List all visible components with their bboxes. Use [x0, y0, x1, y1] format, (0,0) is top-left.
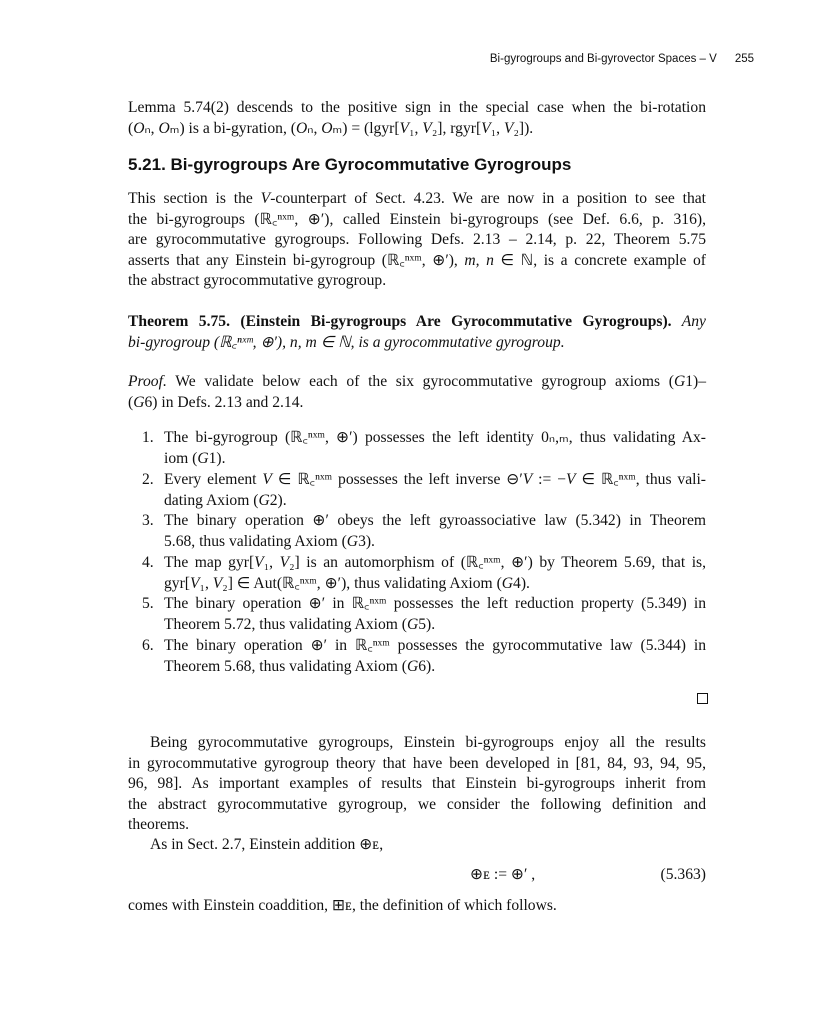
- axiom-list-item: [128, 553, 706, 594]
- text-run: V: [566, 471, 576, 488]
- text-run: are gyrocommutative gyrogroups. Following Defs. 2.13 – 2.14, p. 22, Theorem 5.75: [128, 231, 706, 249]
- text-run: asserts that any Einstein bi-gyrogroup (ℝ꜀ⁿˣᵐ, ⊕′),: [128, 251, 465, 269]
- theorem-statement: [128, 312, 706, 353]
- text-run: V: [262, 471, 272, 488]
- item-body: [164, 511, 706, 552]
- text-run: O: [158, 119, 170, 137]
- axiom-list-item: [128, 636, 706, 677]
- item-number: 4.: [142, 554, 154, 571]
- running-header: [490, 53, 754, 65]
- item-number: 6.: [142, 637, 154, 654]
- text-run: V: [399, 119, 410, 137]
- item-number: 3.: [142, 512, 154, 529]
- text-line: [128, 393, 706, 414]
- text-line: [164, 615, 706, 636]
- text-run: We validate below each of the six gyrocommutative gyrogroup axioms (: [166, 373, 674, 390]
- page-number: 255: [734, 53, 754, 65]
- text-line: [164, 636, 706, 657]
- text-run: V: [422, 119, 432, 137]
- text-run: 4).: [513, 574, 530, 592]
- text-line: [164, 553, 706, 574]
- item-number: 5.: [142, 595, 154, 612]
- item-body: [164, 428, 706, 469]
- text-run: ₙ,: [307, 119, 322, 137]
- text-line: [164, 594, 706, 615]
- text-run: Theorem 5.75. (Einstein Bi-gyrogroups Are Gyrocommutative Gyrogroups).: [128, 313, 672, 330]
- item-body: [164, 636, 706, 677]
- text-run: As in Sect. 2.7, Einstein addition ⊕ᴇ,: [150, 836, 384, 853]
- text-run: ∈ ℝ꜀ⁿˣᵐ, thus vali-: [575, 471, 707, 488]
- text-line: [164, 657, 706, 678]
- text-run: O: [295, 119, 308, 137]
- text-run: 6).: [418, 657, 436, 675]
- text-run: ₂] is an automorphism of (ℝ꜀ⁿˣᵐ, ⊕′) by Theorem 5.69, that is,: [289, 554, 706, 571]
- text-run: V: [260, 190, 271, 207]
- text-run: ₁,: [490, 119, 504, 137]
- paragraph-results: [128, 733, 706, 836]
- axiom-list-item: [128, 470, 706, 511]
- text-run: the abstract gyrocommutative gyrogroup, we consider the following definition and: [128, 795, 706, 813]
- text-line: [128, 795, 706, 816]
- text-line: [164, 511, 706, 532]
- text-run: := −: [532, 471, 567, 488]
- text-run: 96, 98]. As important examples of results that Einstein bi-gyrogroups inherit from: [128, 775, 706, 793]
- text-run: The binary operation ⊕′ in ℝ꜀ⁿˣᵐ possesses the left reduction property (5.349) in: [164, 595, 706, 612]
- section-heading: 5.21. Bi-gyrogroups Are Gyrocommutative Gyrogroups: [128, 155, 572, 174]
- text-run: G: [406, 615, 419, 633]
- text-run: m, n: [464, 251, 494, 269]
- text-run: V: [522, 471, 533, 488]
- axiom-list-item: [128, 594, 706, 635]
- text-run: 5.68, thus validating Axiom (: [164, 532, 347, 550]
- text-run: 1).: [208, 449, 226, 467]
- text-run: Any: [671, 313, 706, 330]
- text-line: [128, 835, 706, 856]
- text-run: G: [133, 393, 145, 411]
- text-line: [128, 815, 706, 836]
- paragraph-lemma-remark: [128, 98, 706, 139]
- text-run: G: [673, 373, 686, 390]
- text-run: in gyrocommutative gyrogroup theory that have been developed in [81, 84, 93, 94, 95,: [128, 754, 706, 772]
- text-run: dating Axiom (: [164, 491, 259, 509]
- text-run: Being gyrocommutative gyrogroups, Einstein bi-gyrogroups enjoy all the results: [150, 734, 706, 751]
- text-run: V: [212, 574, 223, 592]
- text-run: theorems.: [128, 816, 190, 834]
- text-run: G: [346, 532, 359, 550]
- text-line: [128, 251, 706, 272]
- text-line: [164, 532, 706, 553]
- text-line: [128, 774, 706, 795]
- text-run: V: [254, 554, 264, 571]
- text-run: ₘ) = (lgyr[: [332, 119, 400, 137]
- text-run: This section is the: [128, 190, 261, 207]
- text-run: bi-gyrogroup (ℝ꜀ⁿˣᵐ, ⊕′), n, m ∈ ℕ, is a gyrocommutative gyrogroup.: [128, 333, 565, 351]
- text-run: ∈ ℝ꜀ⁿˣᵐ possesses the left inverse ⊖′: [271, 471, 523, 488]
- item-body: [164, 553, 706, 594]
- text-run: ₂], rgyr[: [431, 119, 482, 137]
- text-run: Lemma 5.74(2) descends to the positive sign in the special case when the bi-rotation: [128, 99, 706, 116]
- text-line: [164, 574, 706, 595]
- text-line: [128, 733, 706, 754]
- text-run: G: [197, 449, 209, 467]
- text-line: [128, 98, 706, 119]
- text-line: [128, 271, 706, 292]
- item-body: [164, 470, 706, 511]
- equation-number: (5.363): [660, 866, 706, 883]
- text-run: The map gyr[: [164, 554, 255, 571]
- axiom-list-item: [128, 428, 706, 469]
- text-line: [164, 449, 706, 470]
- text-run: the bi-gyrogroups (ℝ꜀ⁿˣᵐ, ⊕′), called Einstein bi-gyrogroups (see Def. 6.6, p. 316),: [128, 210, 706, 228]
- proof-intro: [128, 372, 706, 413]
- text-run: O: [321, 119, 333, 137]
- text-run: The binary operation ⊕′ obeys the left gyroassociative law (5.342) in Theorem: [164, 512, 706, 529]
- qed-square-icon: [697, 693, 708, 704]
- text-run: (: [128, 393, 134, 411]
- text-line: [128, 896, 706, 917]
- text-run: Every element: [164, 471, 263, 488]
- text-run: ₂]).: [513, 119, 534, 137]
- paragraph-coaddition: [128, 896, 706, 917]
- text-run: G: [501, 574, 514, 592]
- text-run: ₁,: [409, 119, 423, 137]
- text-run: G: [406, 657, 419, 675]
- text-line: [128, 189, 706, 210]
- text-run: (: [128, 119, 134, 137]
- paragraph-einstein-addition: [128, 835, 706, 856]
- running-title: Bi-gyrogroups and Bi-gyrovector Spaces – V: [489, 53, 717, 65]
- text-run: ₙ,: [144, 119, 159, 137]
- text-run: O: [133, 119, 145, 137]
- text-run: V: [503, 119, 514, 137]
- text-run: 6) in Defs. 2.13 and 2.14.: [144, 393, 304, 411]
- text-run: 2).: [269, 491, 287, 509]
- text-run: V: [279, 554, 290, 571]
- item-number: 2.: [142, 471, 154, 488]
- text-line: [164, 491, 706, 512]
- text-run: Proof.: [128, 373, 167, 390]
- text-line: [164, 470, 706, 491]
- text-line: [128, 230, 706, 251]
- text-line: [128, 119, 706, 140]
- text-run: V: [189, 574, 200, 592]
- text-run: 1)–: [685, 373, 706, 390]
- text-run: gyr[: [164, 574, 190, 592]
- text-line: [128, 210, 706, 231]
- text-line: [128, 372, 706, 393]
- text-run: ₘ) is a bi-gyration, (: [169, 119, 296, 137]
- text-run: Theorem 5.68, thus validating Axiom (: [164, 657, 407, 675]
- text-run: The bi-gyrogroup (ℝ꜀ⁿˣᵐ, ⊕′) possesses the left identity 0ₙ,ₘ, thus validating Ax-: [164, 429, 706, 446]
- text-line: [128, 312, 706, 333]
- text-run: ₁,: [199, 574, 213, 592]
- text-run: ₂] ∈ Aut(ℝ꜀ⁿˣᵐ, ⊕′), thus validating Axiom (: [222, 574, 502, 592]
- text-run: Theorem 5.72, thus validating Axiom (: [164, 615, 407, 633]
- text-line: [128, 333, 706, 354]
- paragraph-intro: [128, 189, 706, 292]
- text-run: V: [481, 119, 491, 137]
- text-run: ∈ ℕ, is a concrete example of: [493, 251, 706, 269]
- item-number: 1.: [142, 429, 154, 446]
- text-line: [164, 428, 706, 449]
- equation-formula: ⊕ᴇ := ⊕′ ,: [470, 866, 536, 883]
- text-run: 5).: [418, 615, 436, 633]
- text-run: The binary operation ⊕′ in ℝ꜀ⁿˣᵐ possesses the gyrocommutative law (5.344) in: [164, 637, 706, 654]
- text-run: G: [258, 491, 270, 509]
- axiom-list-item: [128, 511, 706, 552]
- text-line: [128, 754, 706, 775]
- text-run: iom (: [164, 449, 198, 467]
- text-run: -counterpart of Sect. 4.23. We are now in a position to see that: [270, 190, 706, 207]
- text-run: 3).: [358, 532, 375, 550]
- item-body: [164, 594, 706, 635]
- text-run: comes with Einstein coaddition, ⊞ᴇ, the definition of which follows.: [128, 897, 557, 914]
- text-run: ₁,: [263, 554, 280, 571]
- text-run: the abstract gyrocommutative gyrogroup.: [128, 272, 387, 290]
